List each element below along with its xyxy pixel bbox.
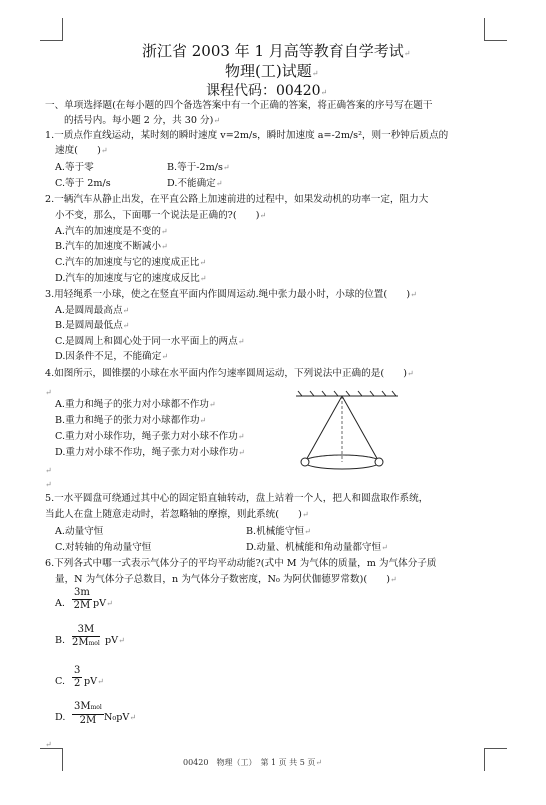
q1-option-d: D.不能确定↵ <box>167 178 223 189</box>
q2-option-c: C.汽车的加速度与它的速度成正比↵ <box>55 257 207 268</box>
q6-stem-cont: 量，N 为气体分子总数目，n 为气体分子数密度，N₀ 为阿伏伽德罗常数)( )↵ <box>55 574 397 585</box>
q1-option-c: C.等于 2m/s <box>55 178 111 189</box>
q5-option-a: A.动量守恒 <box>55 526 104 537</box>
q6-option-d-fraction: 3Mmol 2M <box>74 701 102 726</box>
q6-option-b-fraction: 3M 2Mmol <box>72 624 100 648</box>
page-footer: 00420 物理（工） 第 1 页 共 5 页↵ <box>183 758 323 767</box>
q3-option-c: C.是圆周上和圆心处于同一水平面上的两点↵ <box>55 336 245 347</box>
crop-mark-top-left <box>40 18 63 41</box>
string-right <box>342 396 379 462</box>
exam-title: 浙江省 2003 年 1 月高等教育自学考试↵ <box>142 42 411 60</box>
section-heading-cont: 的括号内。每小题 2 分，共 30 分)↵ <box>64 115 221 126</box>
crop-mark-top-right <box>484 18 507 41</box>
q2-option-a: A.汽车的加速度是不变的↵ <box>55 226 168 237</box>
paragraph-mark: ↵ <box>45 740 52 749</box>
q4-option-d: D.重力对小球不作功，绳子张力对小球作功↵ <box>55 447 245 458</box>
ceiling-hatch <box>296 391 398 396</box>
q4-option-c: C.重力对小球作功，绳子张力对小球不作功↵ <box>55 431 245 442</box>
crop-mark-bottom-left <box>40 748 63 771</box>
q6-option-b-tail: pV↵ <box>105 635 125 646</box>
q5-option-b: B.机械能守恒↵ <box>246 526 311 537</box>
q6-option-d-tail: N₀pV↵ <box>104 712 137 723</box>
q5-stem: 5.一水平圆盘可绕通过其中心的固定铅直轴转动，盘上站着一个人，把人和圆盘取作系统， <box>45 493 429 504</box>
q4-option-a: A.重力和绳子的张力对小球都不作功↵ <box>55 399 216 410</box>
paragraph-mark: ↵ <box>45 466 52 475</box>
q1-stem-cont: 速度( )↵ <box>55 145 108 156</box>
ball <box>301 458 309 466</box>
q6-option-b-letter: B. <box>55 635 66 646</box>
q3-stem: 3.用轻绳系一小球，使之在竖直平面内作圆周运动.绳中张力最小时，小球的位置( )↵ <box>45 289 417 300</box>
q2-option-d: D.汽车的加速度与它的速度成反比↵ <box>55 273 207 284</box>
section-heading: 一、单项选择题(在每小题的四个备选答案中有一个正确的答案，将正确答案的序号写在题干 <box>45 100 433 111</box>
q6-option-a-fraction: $\frac{3m}{2M}$ <box>73 587 91 611</box>
q6-option-c-fraction: $\frac{3}{2}$ <box>74 665 81 689</box>
q2-stem: 2.一辆汽车从静止出发，在平直公路上加速前进的过程中，如果发动机的功率一定，阻力大 <box>45 194 429 205</box>
q5-stem-cont: 当此人在盘上随意走动时，若忽略轴的摩擦，则此系统( )↵ <box>45 509 309 520</box>
q5-option-c: C.对转轴的角动量守恒 <box>55 542 152 553</box>
q2-stem-cont: 小不变，那么，下面哪一个说法是正确的?( )↵ <box>55 210 267 221</box>
q5-option-d: D.动量、机械能和角动量都守恒↵ <box>246 542 388 553</box>
exam-subtitle: 物理(工)试题↵ <box>225 62 319 80</box>
q3-option-d: D.因条件不足，不能确定↵ <box>55 351 169 362</box>
q3-option-b: B.是圆周最低点↵ <box>55 320 130 331</box>
q3-option-a: A.是圆周最高点↵ <box>55 305 130 316</box>
q1-option-b: B.等于-2m/s↵ <box>167 162 230 173</box>
q6-stem: 6.下列各式中哪一式表示气体分子的平均平动动能?(式中 M 为气体的质量，m 为气体分子质 <box>45 558 437 569</box>
q1-option-a: A.等于零 <box>55 162 94 173</box>
conical-pendulum-figure <box>292 390 402 480</box>
ball-right <box>375 458 383 466</box>
string-left <box>305 396 342 462</box>
q6-option-a-letter: A. <box>55 598 65 609</box>
paragraph-mark: ↵ <box>45 480 52 489</box>
q4-stem: 4.如图所示，圆锥摆的小球在水平面内作匀速率圆周运动，下列说法中正确的是( )↵ <box>45 368 414 379</box>
q6-option-c-letter: C. <box>55 676 66 687</box>
q1-stem: 1.一质点作直线运动，某时刻的瞬时速度 v=2m/s，瞬时加速度 a=-2m/s²，则一秒钟后质点的 <box>45 130 449 141</box>
q6-option-c-tail: pV↵ <box>84 676 104 687</box>
crop-mark-bottom-right <box>484 748 507 771</box>
q6-option-a-tail: pV↵ <box>93 598 113 609</box>
q6-option-d-letter: D. <box>55 712 66 723</box>
q4-option-b: B.重力和绳子的张力对小球都作功↵ <box>55 415 207 426</box>
course-code: 课程代码：00420↵ <box>206 83 328 99</box>
paragraph-mark: ↵ <box>45 388 52 397</box>
q2-option-b: B.汽车的加速度不断减小↵ <box>55 241 168 252</box>
